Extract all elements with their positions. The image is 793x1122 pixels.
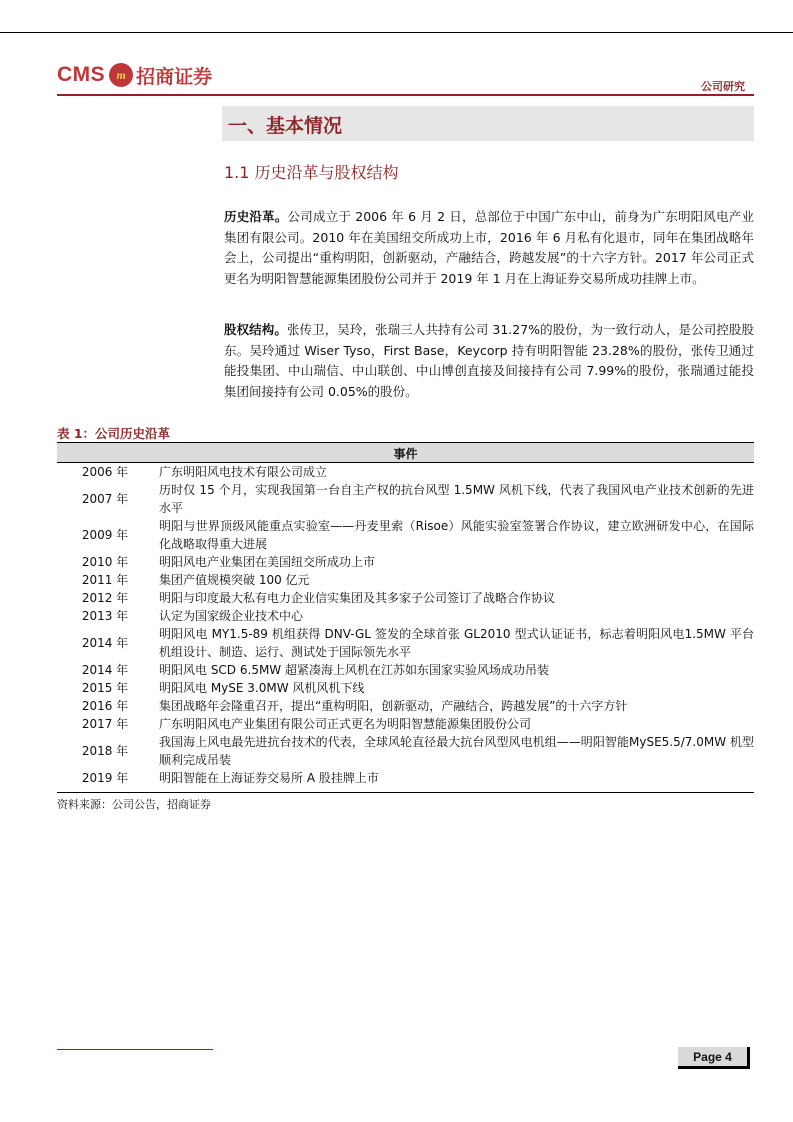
table-cell-year: 2013 年	[81, 609, 129, 623]
table-cell-event: 明阳风电 SCD 6.5MW 超紧凑海上风机在江苏如东国家实验风场成功吊装	[159, 663, 549, 677]
header-rule	[57, 94, 754, 96]
table-cell-event: 集团战略年会隆重召开，提出“重构明阳，创新驱动，产融结合，跨越发展”的十六字方针	[159, 699, 628, 713]
table-cell-event: 明阳风电产业集团在美国纽交所成功上市	[159, 555, 376, 569]
table-cell-year: 2019 年	[81, 771, 129, 785]
table-cell-event: 明阳风电 MySE 3.0MW 风机风机下线	[159, 681, 365, 695]
table-cell-event: 集团产值规模突破 100 亿元	[159, 573, 310, 587]
table-row	[57, 697, 754, 715]
page-number-box	[678, 1047, 750, 1069]
table-cell-year: 2018 年	[81, 744, 129, 758]
footnote-rule	[57, 1049, 213, 1050]
table-cell-year: 2011 年	[81, 573, 129, 587]
logo-seal-letter: m	[116, 67, 126, 82]
table-cell-year: 2014 年	[81, 663, 129, 677]
table-row	[57, 661, 754, 679]
table-cell-year: 2006 年	[81, 465, 129, 479]
equity-text: 张传卫，吴玲，张瑞三人共持有公司 31.27%的股份，为一致行动人，是公司控股股东。吴玲通过 Wiser Tyso，First Base，Keycorp 持有明阳智能 23.28%的股份，张传卫通过能投集团、中山瑞信、中山联创、中山博创直接及间接持有公司 7.99%的股份，张瑞通过能投集团间接持有公司 0.05%的股份。	[224, 322, 754, 399]
table-cell-event: 广东明阳风电产业集团有限公司正式更名为明阳智慧能源集团股份公司	[159, 717, 532, 731]
table-caption: 表 1：公司历史沿革	[57, 426, 171, 441]
history-table-body	[57, 463, 754, 787]
table-row	[57, 553, 754, 571]
table-cell-event: 我国海上风电最先进抗台技术的代表，全球风轮直径最大抗台风型风电机组——明阳智能MySE5.5/7.0MW 机型顺利完成吊装	[159, 735, 754, 767]
table-cell-event: 认定为国家级企业技术中心	[159, 609, 304, 623]
equity-paragraph	[224, 320, 754, 402]
table-cell-event: 广东明阳风电技术有限公司成立	[159, 465, 328, 479]
table-row	[57, 769, 754, 787]
history-paragraph	[224, 207, 754, 289]
logo-seal-icon	[109, 63, 133, 87]
table-cell-year: 2017 年	[81, 717, 129, 731]
page-number: Page 4	[693, 1050, 732, 1064]
history-text: 公司成立于 2006 年 6 月 2 日，总部位于中国广东中山，前身为广东明阳风电产业集团有限公司。2010 年在美国纽交所成功上市，2016 年 6 月私有化退市，同年在集团战略年会上，公司提出“重构明阳，创新驱动，产融结合，跨越发展”的十六字方针。2017 年公司正式更名为明阳智慧能源集团股份公司并于 2019 年 1 月在上海证券交易所成功挂牌上市。	[224, 209, 754, 286]
table-cell-event: 明阳与世界顶级风能重点实验室——丹麦里索（Risoe）风能实验室签署合作协议，建立欧洲研发中心，在国际化战略取得重大进展	[159, 519, 754, 551]
table-row	[57, 607, 754, 625]
table-row	[57, 715, 754, 733]
table-cell-event: 明阳智能在上海证券交易所 A 股挂牌上市	[159, 771, 379, 785]
table-cell-event: 明阳风电 MY1.5-89 机组获得 DNV-GL 签发的全球首张 GL2010 型式认证证书，标志着明阳风电1.5MW 平台机组设计、制造、运行、测试处于国际领先水平	[159, 627, 754, 659]
subsection-title: 1.1 历史沿革与股权结构	[224, 163, 399, 182]
table-row	[57, 679, 754, 697]
table-header-event: 事件	[393, 447, 418, 461]
table-cell-year: 2012 年	[81, 591, 129, 605]
table-bottom-rule	[57, 792, 754, 793]
section-title: 一、基本情况	[228, 115, 343, 137]
table-row	[57, 481, 754, 517]
table-cell-event: 明阳与印度最大私有电力企业信实集团及其多家子公司签订了战略合作协议	[159, 591, 556, 605]
table-cell-year: 2016 年	[81, 699, 129, 713]
logo-cms-text: CMS	[57, 63, 106, 86]
table-cell-year: 2007 年	[81, 492, 129, 506]
history-lead: 历史沿革。	[224, 209, 288, 224]
table-cell-year: 2009 年	[81, 528, 129, 542]
table-row	[57, 733, 754, 769]
table-cell-year: 2014 年	[81, 636, 129, 650]
table-header	[57, 443, 754, 463]
logo-chinese-name: 招商证券	[136, 65, 213, 88]
table-row	[57, 517, 754, 553]
table-row	[57, 571, 754, 589]
section-heading-bar	[222, 106, 754, 141]
table-cell-year: 2010 年	[81, 555, 129, 569]
table-cell-year: 2015 年	[81, 681, 129, 695]
table-row	[57, 589, 754, 607]
table-row	[57, 463, 754, 481]
table-row	[57, 625, 754, 661]
table-source: 资料来源：公司公告，招商证券	[57, 798, 211, 811]
table-cell-event: 历时仅 15 个月，实现我国第一台自主产权的抗台风型 1.5MW 风机下线，代表了我国风电产业技术创新的先进水平	[159, 483, 754, 515]
company-logo	[57, 60, 212, 90]
top-rule	[0, 32, 793, 33]
equity-lead: 股权结构。	[224, 322, 287, 337]
section-label: 公司研究	[701, 80, 745, 93]
